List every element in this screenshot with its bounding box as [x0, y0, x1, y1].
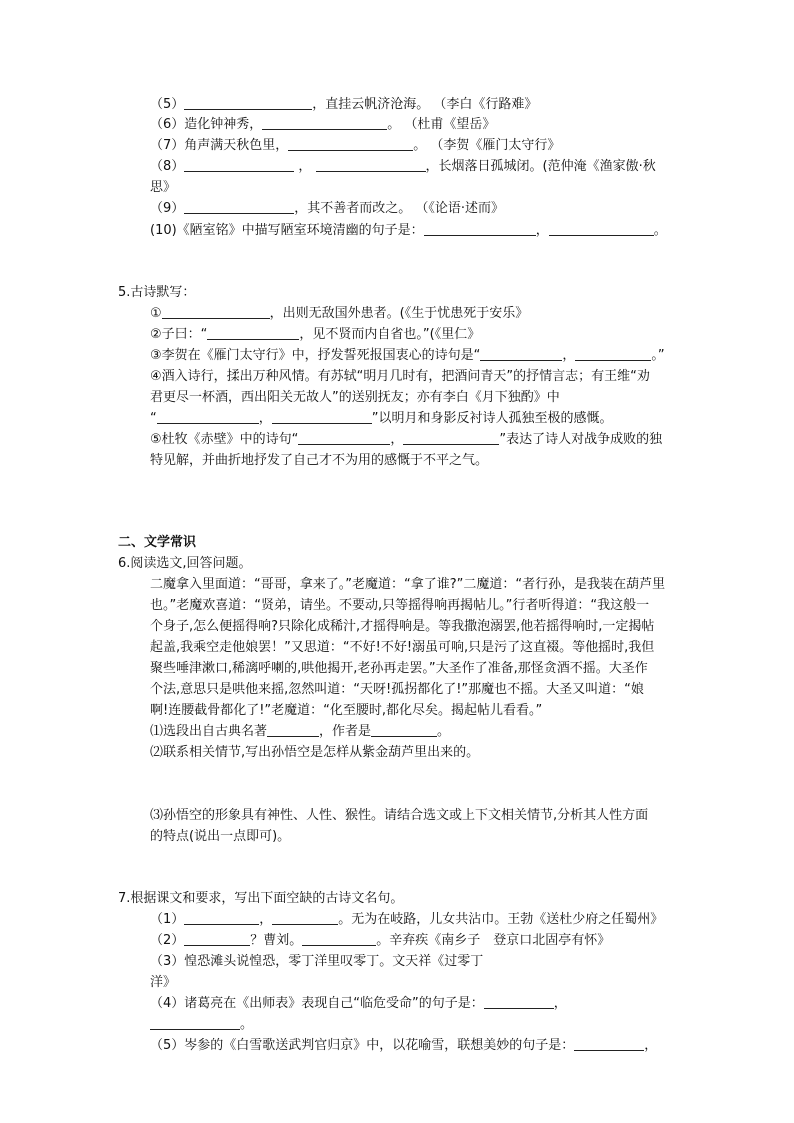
answer-blank[interactable]: [184, 95, 312, 110]
answer-blank[interactable]: [162, 304, 270, 319]
q5-line-8: 特见解，并曲折地抒发了自己才不为用的感慨于不平之气。: [150, 453, 489, 468]
passage-line: 个身子,怎么便摇得响?只除化成稀汁,才摇得响是。等我撒泡溺罢,他若摇得响时,一定揭帖: [150, 619, 655, 634]
answer-blank[interactable]: [184, 199, 294, 214]
q5-line-5: 君更尽一杯酒，西出阳关无故人”的送别抚友；亦有李白《月下独酌》中: [150, 390, 560, 405]
answer-blank[interactable]: [272, 409, 372, 424]
answer-blank[interactable]: [288, 136, 413, 151]
q5-line-3: ③李贺在《雁门太守行》中，抒发誓死报国衷心的诗句是“ ， 。”: [150, 348, 665, 363]
answer-blank[interactable]: [574, 1036, 644, 1051]
answer-blank[interactable]: [316, 157, 426, 172]
q5-line-7: ⑤杜牧《赤壁》中的诗句“ ， ”表达了诗人对战争成败的独: [150, 432, 663, 447]
answer-blank[interactable]: [272, 910, 338, 925]
question-6-title: 6.阅读选文,回答问题。: [118, 556, 252, 571]
passage-line: 起盖,我乘空走他娘罢！”又思道：“不好!不好!溺虽可响,只是污了这直裰。等他摇时,我但: [150, 640, 655, 655]
item-10: (10)《陋室铭》中描写陋室环境清幽的句子是： ， 。: [150, 223, 667, 238]
answer-blank[interactable]: [371, 722, 437, 737]
item-8: （8） ， ，长烟落日孤城闭。(范仲淹《渔家傲·秋: [150, 159, 656, 174]
q7-line-5: （5）岑参的《白雪歌送武判官归京》中，以花喻雪，联想美妙的句子是： ，: [150, 1038, 658, 1053]
q7-line-3: （3）惶恐滩头说惶恐，零丁洋里叹零丁。文天祥《过零丁: [150, 954, 484, 969]
q7-line-4-cont: 。: [150, 1015, 253, 1035]
q7-line-4: （4）诸葛亮在《出师表》表现自己“临危受命”的句子是： ，: [150, 996, 567, 1011]
q7-line-1: （1） ， 。无为在岐路，儿女共沾巾。王勃《送杜少府之任蜀州》: [150, 912, 664, 927]
answer-blank[interactable]: [484, 994, 554, 1009]
q5-line-2: ②子曰：“ ，见不贤而内自省也。”(《里仁》: [150, 327, 481, 342]
item-6: （6）造化钟神秀， 。 （杜甫《望岳》: [150, 117, 496, 132]
question-7-title: 7.根据课文和要求，写出下面空缺的古诗文名句。: [118, 891, 404, 906]
q5-line-1: ① ，出则无敌国外患者。(《生于忧患死于安乐》: [150, 306, 529, 321]
answer-blank[interactable]: [549, 221, 654, 236]
item-8-cont: 思》: [150, 180, 177, 195]
q5-line-6: “ ， ”以明月和身影反衬诗人孤独至极的感慨。: [150, 411, 613, 426]
answer-blank[interactable]: [298, 430, 390, 445]
answer-blank[interactable]: [262, 115, 387, 130]
item-7: （7）角声满天秋色里， 。 （李贺《雁门太守行》: [150, 138, 561, 153]
answer-blank[interactable]: [184, 910, 259, 925]
q5-line-4: ④酒入诗行，揉出万种风情。有苏轼“明月几时有，把酒问青天”的抒情言志；有王维“劝: [150, 369, 650, 384]
section-2-heading: 二、文学常识: [118, 535, 197, 550]
q6-subquestion-2: ⑵联系相关情节,写出孙悟空是怎样从紫金葫芦里出来的。: [150, 745, 480, 760]
item-9: （9） ，其不善者而改之。 （《论语·述而》: [150, 201, 505, 216]
passage-line: 啊!连腰截骨都化了!”老魔道：“化至腰时,都化尽矣。揭起帖儿看看。”: [150, 703, 543, 718]
q6-subquestion-3-cont: 的特点(说出一点即可)。: [150, 829, 291, 844]
q6-subquestion-3: ⑶孙悟空的形象具有神性、人性、猴性。请结合选文或上下文相关情节,分析其人性方面: [150, 808, 649, 823]
passage-line: 也。”老魔欢喜道：“贤弟，请坐。不要动,只等摇得响再揭帖儿。”行者听得道：“我这般一: [150, 598, 650, 613]
answer-blank[interactable]: [207, 325, 299, 340]
answer-blank[interactable]: [424, 221, 536, 236]
answer-blank[interactable]: [184, 931, 250, 946]
answer-blank[interactable]: [403, 430, 499, 445]
question-5-title: 5.古诗默写：: [118, 285, 196, 300]
passage-line: 个法,意思只是哄他来摇,忽然叫道：“天呀!孤拐都化了!”那魔也不摇。大圣又叫道：“娘: [150, 682, 644, 697]
answer-blank[interactable]: [184, 157, 294, 172]
answer-blank[interactable]: [480, 346, 562, 361]
passage-line: 二魔拿入里面道：“哥哥，拿来了。”老魔道：“拿了谁?”二魔道：“者行孙，是我装在葫芦里: [150, 577, 666, 592]
answer-blank[interactable]: [150, 1015, 240, 1030]
answer-blank[interactable]: [267, 722, 319, 737]
passage-line: 聚些唾津漱口,稀漓呼喇的,哄他揭开,老孙再走罢。”大圣作了准备,那怪贪酒不摇。大圣作: [150, 661, 648, 676]
answer-blank[interactable]: [157, 409, 259, 424]
item-5: （5） ，直挂云帆济沧海。 （李白《行路难》: [150, 97, 538, 112]
answer-blank[interactable]: [302, 931, 376, 946]
q6-subquestion-1: ⑴选段出自古典名著 ，作者是 。: [150, 724, 451, 739]
answer-blank[interactable]: [575, 346, 651, 361]
q7-line-2: （2） ？曹刘。 。辛弃疾《南乡子 登京口北固亭有怀》: [150, 933, 611, 948]
q7-line-3-cont: 洋》: [150, 975, 177, 990]
